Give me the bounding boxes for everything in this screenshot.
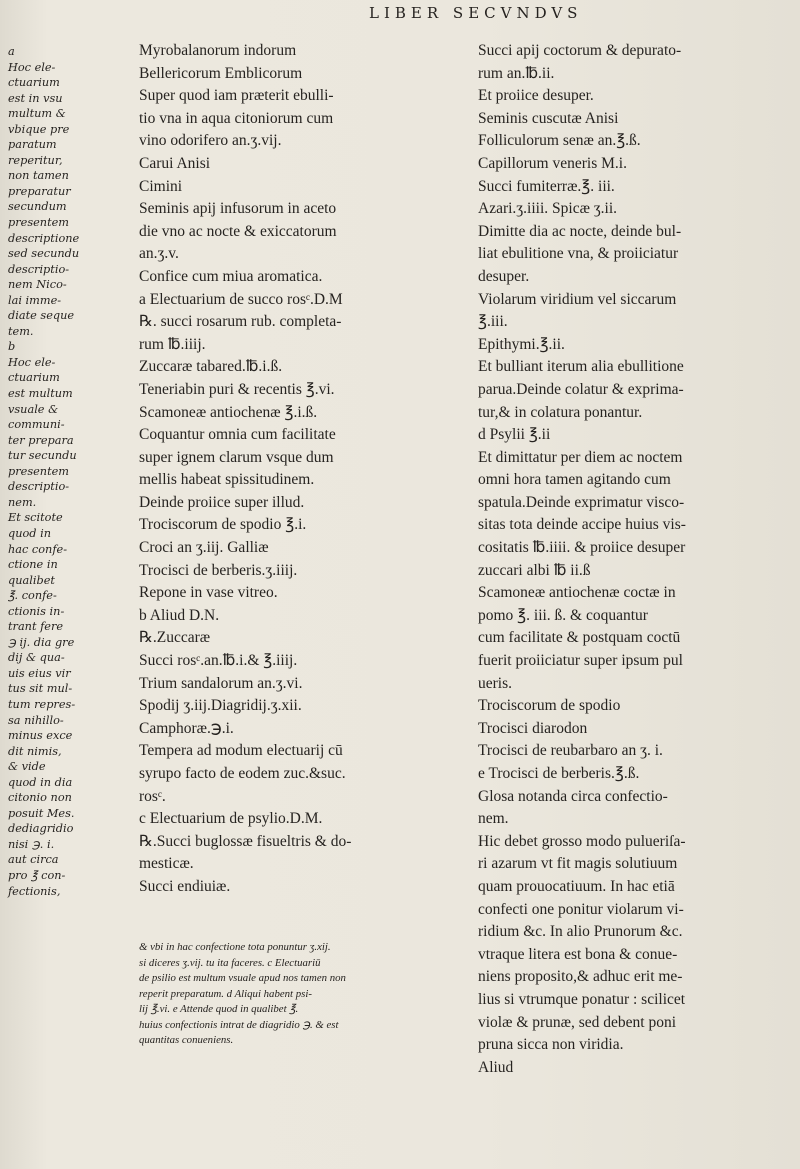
margin-note-line: qualibet (8, 573, 55, 587)
text-line: Super quod iam præterit ebulli- (139, 87, 334, 105)
margin-note-line: tum repres- (8, 697, 76, 711)
text-line: Et bulliant iterum alia ebullitione (478, 358, 684, 376)
text-line: sitas tota deinde accipe huius vis- (478, 516, 686, 534)
margin-note-line: aut circa (8, 853, 59, 867)
text-line: Myrobalanorum indorum (139, 42, 297, 59)
footnote-line: si diceres ʒ.vij. tu ita faceres. c Electuariū (139, 956, 321, 969)
text-line: Violarum viridium vel siccarum (478, 290, 677, 308)
text-line: Coquantur omnia cum facilitate (139, 426, 336, 444)
margin-note-line: quod in dia (8, 775, 73, 789)
margin-note-line: paratum (8, 138, 57, 152)
margin-note-line: non tamen (8, 169, 69, 183)
margin-note-line: sa nihillo- (8, 713, 64, 727)
text-line: cositatis ℔.iiii. & proiice desuper (478, 539, 686, 557)
text-line: Scamoneæ antiochenæ coctæ in (478, 584, 676, 602)
text-line: Trociscorum de spodio (478, 697, 621, 715)
column-right (478, 40, 796, 1079)
margin-note-line: citonio non (8, 791, 72, 805)
text-line: omni hora tamen agitando cum (478, 471, 671, 489)
text-line: Et proiice desuper. (478, 87, 594, 105)
text-line: Succi apij coctorum & depurato- (478, 42, 682, 59)
margin-note-line: uis eius vir (8, 666, 71, 680)
text-line: ri azarum vt fit magis solutiuum (478, 855, 678, 873)
text-line: rum ℔.iiij. (139, 335, 206, 353)
margin-note-line: ctuarium (8, 76, 60, 90)
text-line: ridium &c. In alio Prunorum &c. (478, 923, 683, 941)
margin-note-line: dit nimis, (8, 744, 62, 758)
text-line: Seminis cuscutæ Anisi (478, 109, 619, 127)
text-line: Aliud (478, 1058, 514, 1076)
text-line: pruna sicca non viridia. (478, 1036, 624, 1054)
text-line: syrupo facto de eodem zuc.&suc. (139, 765, 346, 782)
text-line: tio vna in aqua citoniorum cum (139, 109, 334, 127)
text-line: parua.Deinde colatur & exprima- (478, 380, 684, 398)
text-line: ℞. succi rosarum rub. completa- (139, 313, 342, 331)
margin-note-line: Hoc ele- (8, 60, 56, 74)
margin-note-line: nem Nico- (8, 278, 67, 292)
text-line: Capillorum veneris M.i. (478, 154, 627, 172)
footnotes (139, 940, 479, 1049)
text-line: c Electuarium de psylio.D.M. (139, 810, 323, 828)
margin-note-line: reperitur, (8, 153, 63, 167)
text-line: Seminis apij infusorum in aceto (139, 200, 337, 218)
text-line: liat ebulitione vna, & proiiciatur (478, 245, 679, 263)
text-line: Trociscorum de spodio ℥.i. (139, 516, 307, 534)
margin-note-line: nem. (8, 495, 37, 509)
text-line: Succi rosᶜ.an.℔.i.& ℥.iiij. (139, 652, 298, 670)
margin-note-line: posuit Mes. (8, 806, 75, 820)
text-line: Repone in vase vitreo. (139, 584, 278, 602)
text-line: Azari.ʒ.iiii. Spicæ ʒ.ii. (478, 200, 618, 218)
margin-note-line: descriptio- (8, 480, 70, 494)
text-line: Cimini (139, 177, 183, 195)
margin-note-line: trant fere (8, 620, 64, 634)
margin-note-line: tur secundu (8, 449, 77, 463)
margin-note-line: ℈ ij. dia gre (8, 635, 75, 649)
text-line: mesticæ. (139, 855, 194, 873)
footnote-line: huius confectionis intrat de diagridio ℈. & est (139, 1018, 339, 1031)
text-line: Scamoneæ antiochenæ ℥.i.ß. (139, 403, 318, 421)
text-line: Hic debet grosso modo pulueriſa- (478, 832, 686, 850)
margin-note-line: dij & qua- (8, 651, 65, 665)
text-line: vino odorifero an.ʒ.vij. (139, 132, 282, 150)
margin-note-line: nisi ℈. i. (8, 837, 55, 851)
margin-note-line: tus sit mul- (8, 682, 73, 696)
margin-note-line: communi- (8, 418, 65, 432)
text-line: Deinde proiice super illud. (139, 493, 305, 511)
text-line: pomo ℥. iii. ß. & coquantur (478, 606, 648, 624)
text-line: Spodij ʒ.iij.Diagridij.ʒ.xii. (139, 697, 302, 715)
text-line: d Psylii ℥.ii (478, 426, 551, 444)
text-line: Dimitte dia ac nocte, deinde bul- (478, 222, 682, 240)
margin-note-line: ter prepara (8, 433, 74, 447)
text-line: ℥.iii. (478, 313, 508, 331)
text-line: b Aliud D.N. (139, 606, 220, 624)
margin-note-line: fectionis, (8, 884, 61, 898)
margin-note-line: & vide (8, 760, 46, 774)
text-line: zuccari albi ℔ ii.ß (478, 561, 591, 579)
text-line: rum an.℔.ii. (478, 64, 555, 82)
margin-notes (8, 44, 80, 899)
text-line: tur,& in colatura ponantur. (478, 403, 643, 421)
margin-note-line: b (8, 340, 16, 354)
footnote-line: reperit preparatum. d Aliqui habent psi- (139, 987, 312, 1000)
text-line: spatula.Deinde exprimatur visco- (478, 493, 685, 511)
margin-note-line: secundum (8, 200, 67, 214)
text-line: Tempera ad modum electuarij cū (139, 742, 343, 760)
margin-note-line: Et scitote (8, 511, 63, 525)
margin-note-line: diate seque (8, 309, 75, 323)
text-line: cum facilitate & postquam coctū (478, 629, 681, 647)
margin-note-line: est multum (8, 387, 73, 401)
text-line: lius si vtrumque ponatur : scilicet (478, 990, 686, 1008)
footnote-line: & vbi in hac confectione tota ponuntur ʒ.xij. (139, 941, 331, 953)
text-line: Carui Anisi (139, 154, 211, 172)
margin-note-line: vbique pre (8, 122, 70, 136)
text-line: niens proposito,& adhuc erit me- (478, 968, 683, 986)
text-line: violæ & prunæ, sed debent poni (478, 1013, 677, 1031)
margin-note-line: a (8, 45, 15, 58)
text-line: an.ʒ.v. (139, 245, 179, 263)
text-line: ℞.Succi buglossæ fisueltris & do- (139, 832, 352, 850)
margin-note-line: ctuarium (8, 371, 60, 385)
text-line: Succi endiuiæ. (139, 877, 231, 895)
text-line: Trocisci de berberis.ʒ.iiij. (139, 561, 298, 579)
text-line: ueris. (478, 674, 513, 692)
text-line: super ignem clarum vsque dum (139, 448, 334, 466)
margin-note-line: dediagridio (8, 822, 74, 836)
margin-note-line: est in vsu (8, 91, 63, 105)
margin-note-line: ℥. confe- (8, 589, 57, 603)
margin-note-line: minus exce (8, 729, 73, 743)
margin-note-line: ctionis in- (8, 604, 65, 618)
margin-note-line: Hoc ele- (8, 355, 56, 369)
text-line: Trium sandalorum an.ʒ.vi. (139, 674, 303, 692)
footnote-line: lij ℥.vi. e Attende quod in qualibet ℥. (139, 1003, 299, 1015)
text-line: Confice cum miua aromatica. (139, 267, 323, 285)
footnote-line: quantitas conueniens. (139, 1034, 234, 1046)
margin-note-line: presentem (8, 464, 70, 478)
text-line: Teneriabin puri & recentis ℥.vi. (139, 380, 335, 398)
text-line: confecti one ponitur violarum vi- (478, 900, 684, 918)
text-line: Epithymi.℥.ii. (478, 335, 565, 353)
margin-note-line: multum & (8, 107, 66, 121)
text-line: Succi fumiterræ.℥. iii. (478, 177, 615, 195)
text-line: quam prouocatiuum. In hac etiā (478, 877, 675, 895)
text-line: Bellericorum Emblicorum (139, 64, 303, 82)
text-line: Zuccaræ tabared.℔.i.ß. (139, 358, 283, 376)
text-line: Trocisci diarodon (478, 719, 588, 737)
text-line: rosᶜ. (139, 787, 166, 805)
margin-note-line: presentem (8, 216, 70, 230)
text-line: a Electuarium de succo rosᶜ.D.M (139, 290, 343, 308)
text-line: Et dimittatur per diem ac noctem (478, 448, 683, 466)
text-line: Folliculorum senæ an.℥.ß. (478, 132, 641, 150)
column-middle (139, 40, 479, 899)
footnote-line: de psilio est multum vsuale apud nos tamen non (139, 972, 346, 984)
text-line: vtraque litera est bona & conue- (478, 945, 678, 963)
text-line: fuerit proiiciatur super ipsum pul (478, 652, 683, 670)
text-line: nem. (478, 810, 509, 828)
text-line: e Trocisci de berberis.℥.ß. (478, 765, 640, 782)
text-line: ℞.Zuccaræ (139, 629, 211, 647)
margin-note-line: descriptio- (8, 262, 70, 276)
margin-note-line: descriptione (8, 231, 80, 245)
margin-note-line: lai imme- (8, 293, 62, 307)
text-line: Glosa notanda circa confectio- (478, 787, 668, 805)
margin-note-line: vsuale & (8, 402, 59, 416)
margin-note-line: pro ℥ con- (8, 868, 66, 882)
text-line: mellis habeat spissitudinem. (139, 471, 315, 489)
running-head: LIBER SECVNDVS (369, 4, 583, 22)
margin-note-line: ctione in (8, 558, 58, 572)
text-line: Trocisci de reubarbaro an ʒ. i. (478, 742, 663, 760)
margin-note-line: preparatur (8, 184, 71, 198)
margin-note-line: sed secundu (8, 247, 80, 261)
text-line: Croci an ʒ.iij. Galliæ (139, 539, 269, 557)
margin-note-line: hac confe- (8, 542, 68, 556)
margin-note-line: quod in (8, 526, 52, 540)
margin-note-line: tem. (8, 324, 34, 338)
text-line: Camphoræ.℈.i. (139, 719, 234, 737)
text-line: desuper. (478, 267, 530, 285)
text-line: die vno ac nocte & exiccatorum (139, 222, 337, 240)
